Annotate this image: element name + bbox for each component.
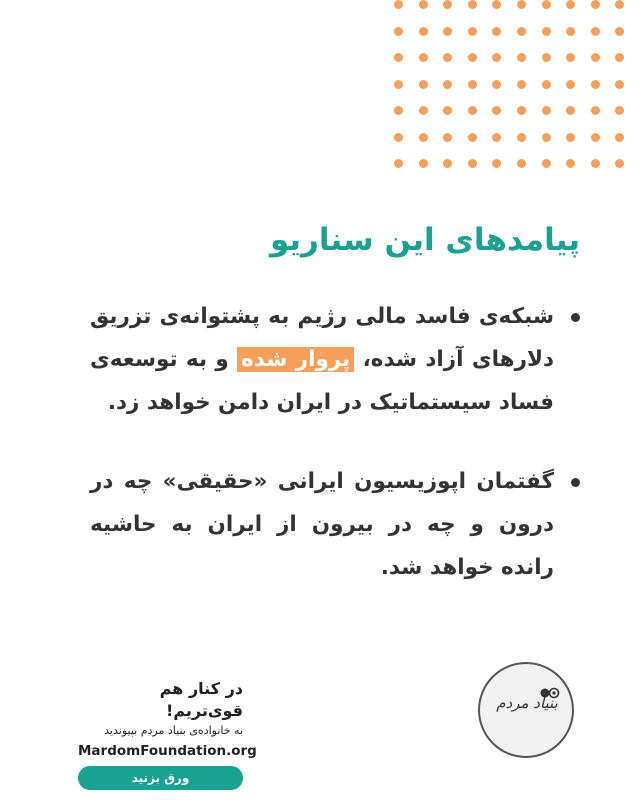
- decorative-dot: [591, 159, 600, 168]
- decorative-dot: [468, 27, 477, 36]
- decorative-dot: [566, 80, 575, 89]
- decorative-dot: [542, 53, 551, 62]
- decorative-dot: [394, 80, 403, 89]
- decorative-dot: [542, 159, 551, 168]
- list-item: [90, 295, 580, 424]
- decorative-dot: [492, 80, 501, 89]
- decorative-dot: [517, 159, 526, 168]
- decorative-dot: [566, 27, 575, 36]
- logo-text: بنیاد مردم: [496, 694, 558, 712]
- decorative-dot: [542, 80, 551, 89]
- decorative-dot: [517, 27, 526, 36]
- decorative-dot: [615, 159, 624, 168]
- decorative-dot: [443, 27, 452, 36]
- bullet-icon: [571, 313, 580, 322]
- decorative-dot: [443, 80, 452, 89]
- decorative-dot: [566, 106, 575, 115]
- decorative-dot: [492, 53, 501, 62]
- decorative-dot: [394, 0, 403, 9]
- decorative-dot: [566, 0, 575, 9]
- decorative-dot: [566, 159, 575, 168]
- decorative-dot: [566, 53, 575, 62]
- list-item: [90, 460, 580, 589]
- decorative-dot: [492, 106, 501, 115]
- decorative-dot: [468, 80, 477, 89]
- decorative-dot: [394, 159, 403, 168]
- bullet-text-start: شبکه‌ی فاسد مالی رژیم به پشتوانه‌ی تزریق دلارهای آزاد شده،: [90, 304, 554, 372]
- cta-subtitle: به خانواده‌ی بنیاد مردم بپیوندید: [104, 724, 243, 737]
- bullet-text-end: و به توسعه‌ی فساد سیستماتیک در ایران دامن خواهد زد.: [90, 347, 554, 415]
- decorative-dot: [468, 133, 477, 142]
- decorative-dot-grid: [390, 0, 640, 190]
- decorative-dot: [394, 27, 403, 36]
- decorative-dot: [492, 159, 501, 168]
- bullet-icon: [571, 478, 580, 487]
- join-call-to-action: [78, 678, 257, 790]
- decorative-dot: [591, 0, 600, 9]
- decorative-dot: [591, 80, 600, 89]
- decorative-dot: [591, 106, 600, 115]
- swipe-button[interactable]: ورق بزنید: [78, 766, 243, 790]
- decorative-dot: [517, 80, 526, 89]
- decorative-dot: [419, 133, 428, 142]
- decorative-dot: [492, 27, 501, 36]
- decorative-dot: [443, 53, 452, 62]
- decorative-dot: [566, 133, 575, 142]
- decorative-dot: [517, 133, 526, 142]
- consequences-list: [90, 295, 580, 625]
- decorative-dot: [615, 53, 624, 62]
- page-title: پیامدهای این سناریو: [269, 222, 580, 258]
- decorative-dot: [394, 53, 403, 62]
- decorative-dot: [615, 0, 624, 9]
- decorative-dot: [419, 27, 428, 36]
- decorative-dot: [443, 0, 452, 9]
- foundation-logo: [478, 662, 574, 758]
- cta-title: در کنار هم قوی‌تریم!: [159, 679, 243, 720]
- decorative-dot: [615, 133, 624, 142]
- decorative-dot: [492, 133, 501, 142]
- decorative-dot: [419, 106, 428, 115]
- decorative-dot: [517, 0, 526, 9]
- decorative-dot: [468, 159, 477, 168]
- decorative-dot: [591, 27, 600, 36]
- decorative-dot: [419, 80, 428, 89]
- decorative-dot: [542, 106, 551, 115]
- decorative-dot: [492, 0, 501, 9]
- decorative-dot: [542, 133, 551, 142]
- decorative-dot: [419, 0, 428, 9]
- decorative-dot: [542, 27, 551, 36]
- decorative-dot: [517, 106, 526, 115]
- decorative-dot: [615, 106, 624, 115]
- bullet-text: گفتمان اپوزیسیون ایرانی «حقیقی» چه در درون و چه در بیرون از ایران به حاشیه رانده خواهد شد.: [90, 469, 554, 580]
- decorative-dot: [468, 106, 477, 115]
- decorative-dot: [419, 159, 428, 168]
- decorative-dot: [615, 27, 624, 36]
- decorative-dot: [591, 133, 600, 142]
- decorative-dot: [419, 53, 428, 62]
- website-link[interactable]: MardomFoundation.org: [78, 743, 257, 759]
- decorative-dot: [443, 106, 452, 115]
- decorative-dot: [542, 0, 551, 9]
- decorative-dot: [615, 80, 624, 89]
- decorative-dot: [468, 53, 477, 62]
- decorative-dot: [443, 159, 452, 168]
- decorative-dot: [468, 0, 477, 9]
- decorative-dot: [394, 106, 403, 115]
- decorative-dot: [591, 53, 600, 62]
- decorative-dot: [394, 133, 403, 142]
- decorative-dot: [517, 53, 526, 62]
- highlighted-phrase: پروار شده: [237, 347, 354, 372]
- decorative-dot: [443, 133, 452, 142]
